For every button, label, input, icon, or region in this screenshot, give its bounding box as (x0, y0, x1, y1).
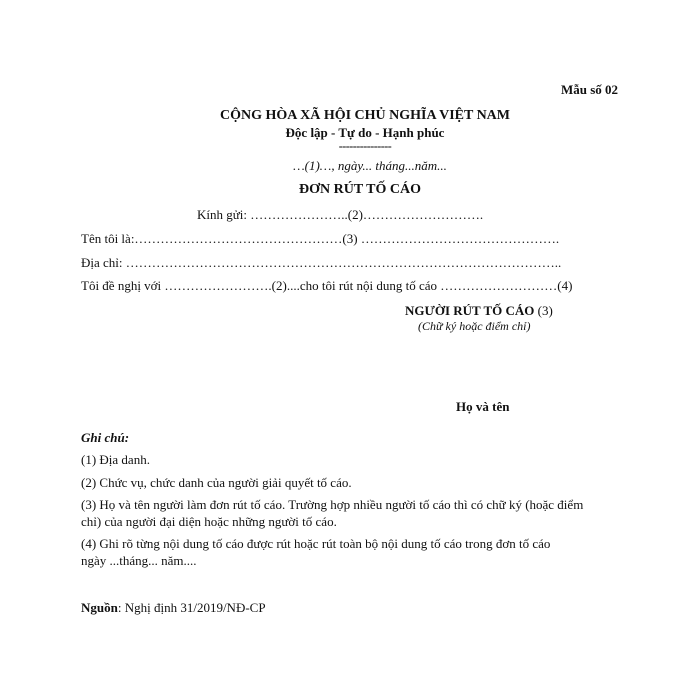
request-line: Tôi đề nghị với …………………….(2)....cho tôi rút nội dung tố cáo ………………………(4) (81, 278, 573, 293)
form-number: Mẫu số 02 (560, 82, 618, 97)
recipient-line: Kính gửi: …………………..(2)………………………. (197, 207, 484, 222)
motto: Độc lập - Tự do - Hạnh phúc (285, 125, 445, 140)
source-line (81, 600, 266, 616)
full-name-label: Họ và tên (456, 399, 510, 414)
address-line: Địa chỉ: ……………………………………………………………………………………….. (81, 255, 562, 270)
header-divider: --------------- (338, 139, 392, 153)
note-2: (2) Chức vụ, chức danh của người giải quyết tố cáo. (81, 475, 352, 490)
note-3-line-2: chỉ) của người đại diện hoặc những người tố cáo. (81, 514, 337, 529)
nation-title: CỘNG HÒA XÃ HỘI CHỦ NGHĨA VIỆT NAM (219, 108, 510, 123)
signer-title-text: NGƯỜI RÚT TỐ CÁO (405, 303, 535, 318)
signer-title-ref: (3) (537, 303, 553, 318)
name-line: Tên tôi là:…………………………………………(3) ………………………………………. (81, 231, 560, 246)
signer-title (405, 303, 553, 319)
note-1: (1) Địa danh. (81, 452, 150, 467)
document-title: ĐƠN RÚT TỐ CÁO (298, 182, 421, 197)
signature-note: (Chữ ký hoặc điểm chỉ) (418, 319, 531, 333)
source-label: Nguồn (81, 600, 118, 615)
source-text: : Nghị định 31/2019/NĐ-CP (117, 600, 266, 615)
note-3-line-1: (3) Họ và tên người làm đơn rút tố cáo. Trường hợp nhiều người tố cáo thì có chữ ký (hoặc điểm (81, 497, 584, 512)
note-4-line-2: ngày ...tháng... năm.... (81, 553, 197, 568)
place-date-line: …(1)…, ngày... tháng...năm... (293, 158, 447, 173)
notes-heading: Ghi chú: (81, 430, 130, 445)
note-4-line-1: (4) Ghi rõ từng nội dung tố cáo được rút hoặc rút toàn bộ nội dung tố cáo trong đơn tố cáo (81, 536, 551, 551)
